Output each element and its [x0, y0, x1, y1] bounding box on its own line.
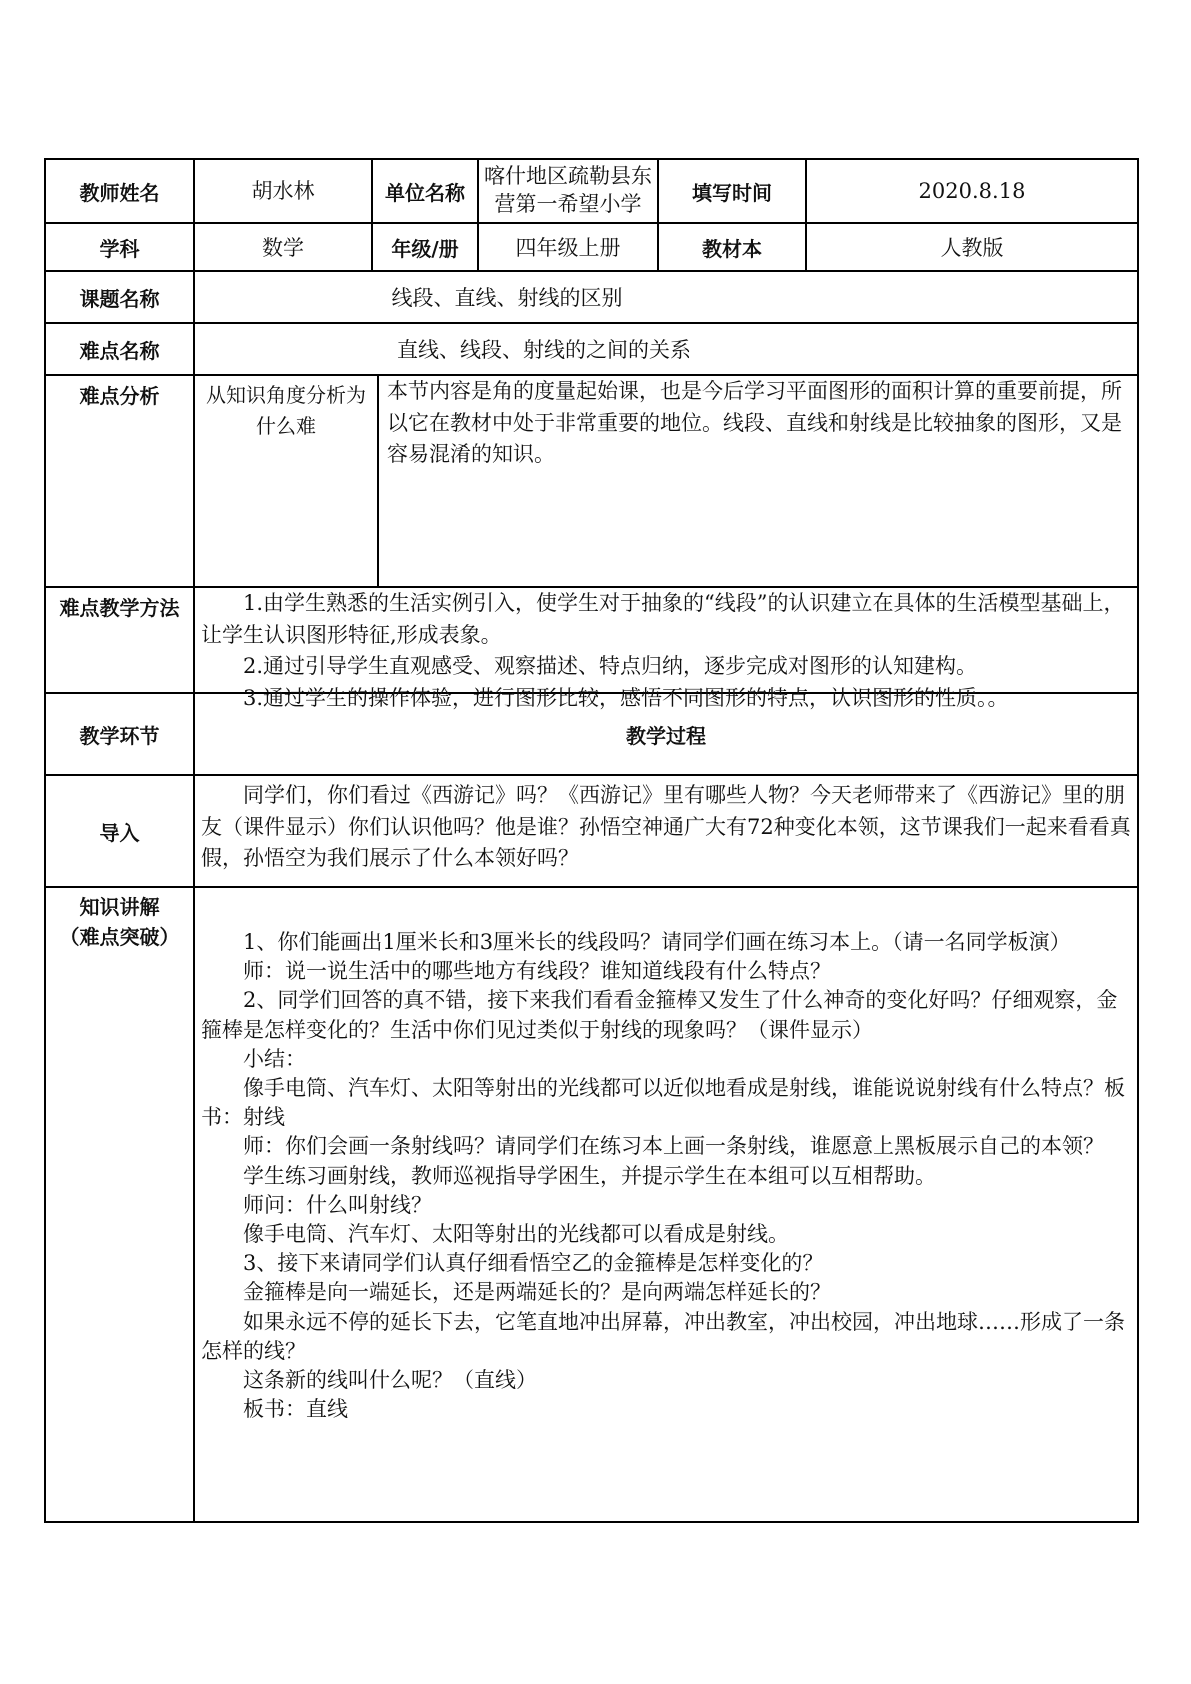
analysis-paragraph: 本节内容是角的度量起始课，也是今后学习平面图形的面积计算的重要前提，所以它在教材中处于非常重要的地位。线段、直线和射线是比较抽象的图形，又是容易混淆的知识。 — [387, 379, 1122, 466]
difficulty-label: 难点名称 — [79, 338, 160, 363]
row-divider — [46, 774, 1137, 776]
knowledge-label-line1: 知识讲解 — [79, 895, 160, 919]
analysis-sub-label-line1: 从知识角度分析为 — [206, 383, 366, 407]
unit-value-line1: 喀什地区疏勒县东 — [484, 164, 652, 188]
method-item: 3.通过学生的操作体验，进行图形比较，感悟不同图形的特点，认识图形的性质。。 — [243, 685, 1009, 710]
textbook-value: 人教版 — [940, 236, 1004, 260]
intro-label: 导入 — [99, 820, 140, 845]
subject-label: 学科 — [99, 236, 140, 261]
knowledge-paragraph: 金箍棒是向一端延长，还是两端延长的？是向两端怎样延长的？ — [243, 1280, 831, 1305]
knowledge-label-line2: （难点突破） — [59, 925, 180, 949]
knowledge-paragraph: 如果永远不停的延长下去，它笔直地冲出屏幕，冲出教室，冲出校园，冲出地球……形成了一条怎样的线？ — [201, 1309, 1125, 1363]
knowledge-paragraph: 师问：什么叫射线？ — [243, 1192, 432, 1217]
knowledge-paragraph: 2、同学们回答的真不错，接下来我们看看金箍棒又发生了什么神奇的变化好吗？仔细观察，金箍棒是怎样变化的？生活中你们见过类似于射线的现象吗？（课件显示） — [201, 988, 1118, 1042]
method-label: 难点教学方法 — [59, 596, 180, 620]
knowledge-paragraph: 这条新的线叫什么呢？（直线） — [243, 1368, 537, 1393]
intro-paragraph: 同学们，你们看过《西游记》吗？《西游记》里有哪些人物？今天老师带来了《西游记》里的朋友（课件显示）你们认识他吗？他是谁？孙悟空神通广大有72种变化本领，这节课我们一起来看看真假，孙悟空为我们展示了什么本领好吗？ — [201, 783, 1131, 870]
date-label: 填写时间 — [692, 180, 772, 205]
unit-value-line2: 营第一希望小学 — [494, 192, 642, 216]
method-item: 2.通过引导学生直观感受、观察描述、特点归纳，逐步完成对图形的认知建构。 — [243, 654, 978, 678]
date-value: 2020.8.18 — [918, 179, 1026, 203]
knowledge-paragraph: 像手电筒、汽车灯、太阳等射出的光线都可以近似地看成是射线，谁能说说射线有什么特点？板书：射线 — [201, 1076, 1125, 1130]
grade-label: 年级/册 — [391, 236, 459, 261]
teacher-name-value: 胡水林 — [251, 179, 315, 203]
process-title: 教学过程 — [626, 723, 706, 748]
textbook-label: 教材本 — [702, 236, 762, 261]
subject-value: 数学 — [262, 236, 304, 260]
grade-value: 四年级上册 — [515, 236, 621, 260]
topic-label: 课题名称 — [79, 286, 160, 311]
topic-value: 线段、直线、射线的区别 — [391, 286, 623, 310]
process-stage-label: 教学环节 — [79, 723, 160, 748]
knowledge-text — [201, 928, 1131, 1424]
knowledge-paragraph: 像手电筒、汽车灯、太阳等射出的光线都可以看成是射线。 — [243, 1222, 789, 1247]
analysis-text — [387, 376, 1131, 471]
analysis-label: 难点分析 — [79, 384, 160, 408]
method-item: 1.由学生熟悉的生活实例引入，使学生对于抽象的“线段”的认识建立在具体的生活模型基础上，让学生认识图形特征,形成表象。 — [201, 591, 1125, 647]
analysis-sub-label-line2: 什么难 — [256, 414, 316, 438]
knowledge-paragraph: 学生练习画射线，教师巡视指导学困生，并提示学生在本组可以互相帮助。 — [243, 1163, 936, 1188]
row-divider — [46, 886, 1137, 888]
knowledge-paragraph: 师：你们会画一条射线吗？请同学们在练习本上画一条射线，谁愿意上黑板展示自己的本领？ — [243, 1134, 1104, 1159]
col-divider — [377, 374, 379, 586]
knowledge-label — [46, 892, 193, 952]
lesson-plan-table — [44, 158, 1139, 1523]
unit-label: 单位名称 — [385, 180, 465, 205]
unit-value — [479, 162, 657, 222]
teacher-name-label: 教师姓名 — [79, 180, 160, 205]
knowledge-paragraph: 3、接下来请同学们认真仔细看悟空乙的金箍棒是怎样变化的？ — [243, 1251, 824, 1276]
analysis-sub-label — [195, 380, 377, 442]
difficulty-value: 直线、线段、射线的之间的关系 — [397, 338, 691, 362]
knowledge-paragraph: 1、你们能画出1厘米长和3厘米长的线段吗？请同学们画在练习本上。（请一名同学板演） — [243, 930, 1071, 954]
intro-text — [201, 780, 1131, 875]
knowledge-paragraph: 师：说一说生活中的哪些地方有线段？谁知道线段有什么特点？ — [243, 959, 831, 984]
knowledge-paragraph: 小结： — [243, 1046, 306, 1071]
knowledge-paragraph: 板书：直线 — [243, 1397, 348, 1422]
